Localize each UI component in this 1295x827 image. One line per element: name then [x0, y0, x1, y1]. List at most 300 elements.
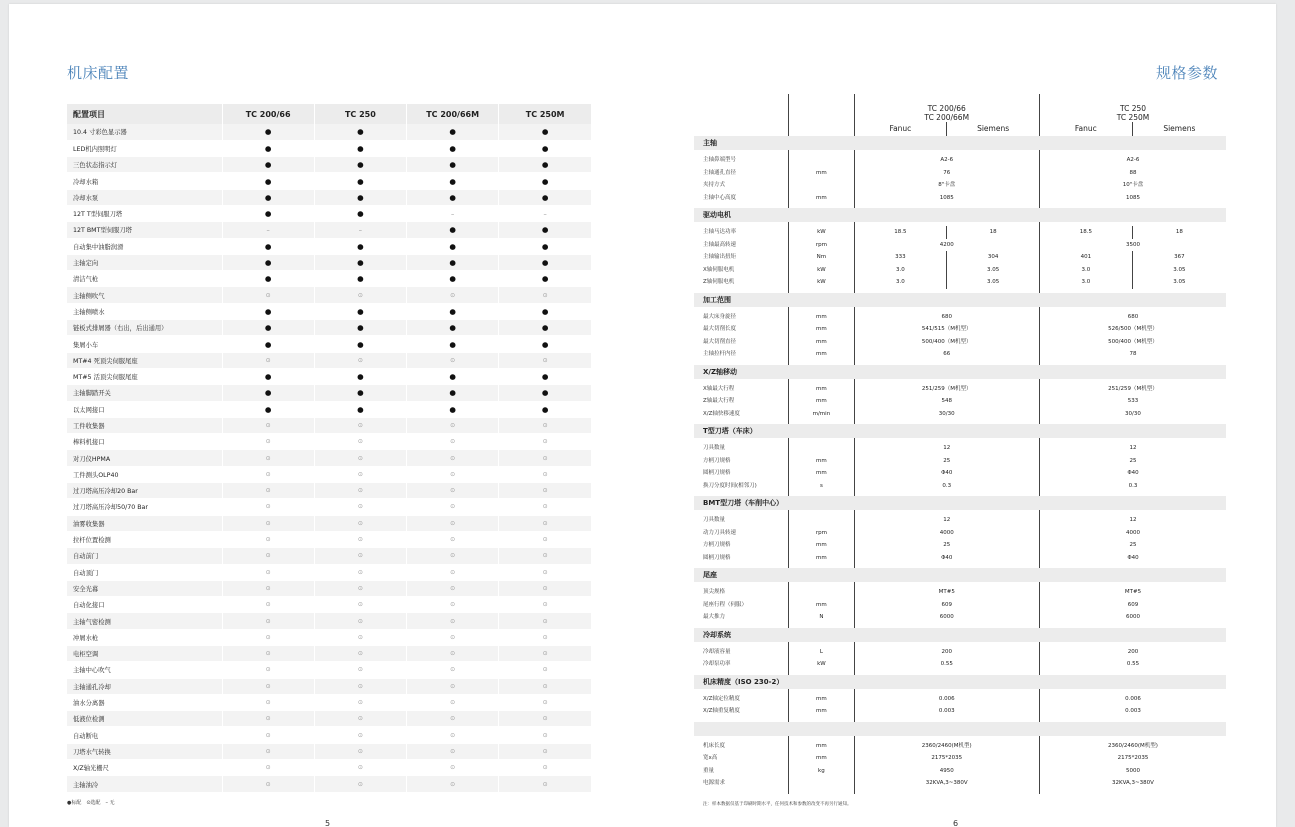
- config-mark-opt: ⊙: [499, 548, 591, 564]
- spec-unit: mm: [789, 539, 854, 552]
- config-mark-std: ●: [407, 124, 499, 140]
- spec-section-header: [694, 496, 1226, 510]
- config-mark-std: ●: [499, 124, 591, 140]
- config-mark-opt: ⊙: [314, 531, 406, 547]
- config-mark-opt: ⊙: [314, 646, 406, 662]
- spec-value-a: 4950: [854, 765, 1039, 778]
- spec-param-name: 刀具数量: [703, 517, 726, 523]
- config-mark-std: ●: [499, 303, 591, 319]
- spec-row: [694, 395, 1226, 408]
- config-mark-opt: ⊙: [314, 466, 406, 482]
- config-row: [67, 531, 591, 547]
- config-row: [67, 646, 591, 662]
- config-mark-opt: ⊙: [407, 515, 499, 531]
- spec-param-name: 换刀分度时间(相邻刀): [703, 482, 757, 489]
- spec-unit: [789, 586, 854, 599]
- config-item-name: 低液位检测: [67, 711, 222, 727]
- spec-value-a-siemens: 18: [989, 229, 997, 235]
- config-row: [67, 776, 591, 792]
- spec-unit: mm: [789, 311, 854, 324]
- spec-param-name: X/Z轴定位精度: [703, 695, 740, 702]
- config-mark-opt: ⊙: [499, 434, 591, 450]
- config-mark-opt: ⊙: [407, 499, 499, 515]
- spec-section-title: X/Z轴移动: [694, 365, 1226, 379]
- config-mark-opt: ⊙: [314, 515, 406, 531]
- config-mark-opt: ⊙: [499, 776, 591, 792]
- config-mark-std: ●: [222, 157, 314, 173]
- config-mark-opt: ⊙: [222, 483, 314, 499]
- config-mark-opt: ⊙: [314, 450, 406, 466]
- config-row: [67, 287, 591, 303]
- spec-value-b-fanuc: 3.0: [1039, 264, 1132, 277]
- spec-unit: mm: [789, 336, 854, 349]
- configuration-table: [67, 104, 591, 793]
- spec-unit: mm: [789, 467, 854, 480]
- spec-unit: mm: [789, 599, 854, 612]
- config-mark-std: ●: [314, 205, 406, 221]
- config-mark-opt: ⊙: [407, 564, 499, 580]
- config-mark-opt: ⊙: [407, 434, 499, 450]
- spec-unit: [789, 154, 854, 167]
- spec-unit: kW: [789, 226, 854, 239]
- model-a-line2: TC 200/66M: [924, 113, 970, 122]
- config-mark-std: ●: [407, 140, 499, 156]
- spec-unit: mm: [789, 552, 854, 565]
- config-mark-std: ●: [222, 320, 314, 336]
- config-mark-opt: ⊙: [222, 760, 314, 776]
- config-mark-std: ●: [407, 320, 499, 336]
- config-mark-std: ●: [407, 238, 499, 254]
- spec-row: [694, 311, 1226, 324]
- spec-param-name: 尾座行程（伺服）: [703, 601, 748, 608]
- config-mark-std: ●: [222, 303, 314, 319]
- config-mark-std: ●: [222, 205, 314, 221]
- gap-cell: [789, 790, 854, 794]
- config-mark-opt: ⊙: [222, 352, 314, 368]
- spec-unit: kW: [789, 264, 854, 277]
- spec-value-a: 2360/2460(M机型): [854, 740, 1039, 753]
- spec-section-title: 尾座: [694, 568, 1226, 582]
- spec-unit: mm: [789, 455, 854, 468]
- header-unit-blank: [789, 94, 854, 122]
- config-mark-std: ●: [314, 385, 406, 401]
- config-mark-std: ●: [407, 368, 499, 384]
- spec-value-b: 30/30: [1039, 408, 1226, 421]
- config-row: [67, 711, 591, 727]
- control-header-row: [694, 122, 1226, 136]
- config-row: [67, 157, 591, 173]
- spec-param-name: 宽x高: [703, 755, 718, 761]
- config-mark-opt: ⊙: [499, 352, 591, 368]
- config-mark-opt: ⊙: [222, 466, 314, 482]
- config-item-name: X/Z轴光栅尺: [67, 760, 222, 776]
- config-item-name: 12T BMT型伺服刀塔: [67, 222, 222, 238]
- config-row: [67, 336, 591, 352]
- config-mark-std: ●: [407, 303, 499, 319]
- config-row: [67, 140, 591, 156]
- config-mark-std: ●: [499, 320, 591, 336]
- header-tc200-66: TC 200/66: [222, 104, 314, 124]
- spec-section-title: BMT型刀塔（车削中心）: [694, 496, 1226, 510]
- spec-section-title: 驱动电机: [694, 208, 1226, 222]
- config-row: [67, 580, 591, 596]
- configuration-rows: [67, 124, 591, 792]
- spec-section-header: [694, 424, 1226, 438]
- spec-row: [694, 348, 1226, 361]
- spec-section-header: [694, 136, 1226, 150]
- spec-row: [694, 383, 1226, 396]
- config-mark-opt: ⊙: [222, 629, 314, 645]
- spec-unit: [789, 777, 854, 790]
- config-row: [67, 466, 591, 482]
- spec-value-b-siemens: 3.05: [1173, 266, 1186, 273]
- config-mark-std: ●: [314, 140, 406, 156]
- spec-value-a: 0.55: [854, 658, 1039, 671]
- spec-value-a: 251/259（M机型）: [854, 383, 1039, 396]
- config-mark-std: ●: [222, 189, 314, 205]
- config-mark-opt: ⊙: [314, 483, 406, 499]
- config-mark-opt: ⊙: [499, 613, 591, 629]
- spec-param-name: Z轴伺服电机: [703, 279, 735, 285]
- page-number-right: 6: [953, 819, 959, 827]
- spec-row: [694, 777, 1226, 790]
- spec-unit: mm: [789, 383, 854, 396]
- config-mark-opt: ⊙: [407, 694, 499, 710]
- spec-value-b: MT#5: [1039, 586, 1226, 599]
- spec-value-b: 609: [1039, 599, 1226, 612]
- spec-param-name: 冷却泵功率: [703, 661, 731, 667]
- config-mark-opt: ⊙: [222, 711, 314, 727]
- config-item-name: 主轴侧喷水: [67, 303, 222, 319]
- config-mark-opt: ⊙: [499, 515, 591, 531]
- spec-row: [694, 705, 1226, 718]
- config-mark-opt: ⊙: [314, 743, 406, 759]
- config-mark-std: ●: [407, 385, 499, 401]
- spec-param-name: 方柄刀规格: [703, 457, 731, 464]
- config-mark-std: ●: [222, 140, 314, 156]
- config-mark-opt: ⊙: [222, 776, 314, 792]
- config-mark-opt: ⊙: [407, 629, 499, 645]
- footnote: 注：样本数据仅基于印刷时期水平，任何技术和参数的改变不再另行通知。: [703, 802, 852, 807]
- spec-row: [694, 693, 1226, 706]
- config-mark-opt: ⊙: [407, 450, 499, 466]
- config-mark-std: ●: [314, 157, 406, 173]
- spec-unit: rpm: [789, 527, 854, 540]
- config-mark-opt: ⊙: [407, 646, 499, 662]
- config-mark-std: ●: [499, 189, 591, 205]
- spec-value-b: 680: [1039, 311, 1226, 324]
- spec-row: [694, 226, 1226, 239]
- config-mark-opt: ⊙: [222, 678, 314, 694]
- spec-value-b: 25: [1039, 455, 1226, 468]
- spec-param-name: 顶尖规格: [703, 589, 726, 595]
- spec-param-name: 冷却液容量: [703, 648, 731, 655]
- config-mark-opt: ⊙: [407, 417, 499, 433]
- config-mark-opt: ⊙: [407, 597, 499, 613]
- spec-param-name: 圆柄刀规格: [703, 470, 731, 476]
- config-mark-std: ●: [222, 401, 314, 417]
- legend: ●标配 ⊙选配 – 无: [67, 800, 115, 806]
- spec-value-b: Φ40: [1039, 467, 1226, 480]
- config-mark-opt: ⊙: [314, 711, 406, 727]
- spec-section-title: T型刀塔（车床）: [694, 424, 1226, 438]
- config-item-name: 过刀塔高压冷却50/70 Bar: [67, 499, 222, 515]
- model-group-a: [854, 94, 1039, 122]
- config-mark-opt: ⊙: [407, 287, 499, 303]
- config-mark-opt: ⊙: [314, 662, 406, 678]
- config-row: [67, 417, 591, 433]
- config-row: [67, 760, 591, 776]
- spec-param-name: 主轴拉杆内径: [703, 351, 737, 357]
- spec-value-b: 0.3: [1039, 480, 1226, 493]
- config-mark-none: –: [222, 222, 314, 238]
- spec-value-a: 6000: [854, 611, 1039, 624]
- spec-param-name: 最大切削长度: [703, 326, 737, 332]
- spec-row: [694, 239, 1226, 252]
- spec-value-b: 6000: [1039, 611, 1226, 624]
- spec-row: [694, 514, 1226, 527]
- spec-row: [694, 276, 1226, 289]
- brochure-spread: [9, 4, 1276, 827]
- config-mark-std: ●: [314, 124, 406, 140]
- config-mark-opt: ⊙: [499, 629, 591, 645]
- spec-value-a: 500/400（M机型）: [854, 336, 1039, 349]
- spec-row: [694, 336, 1226, 349]
- config-mark-opt: ⊙: [314, 499, 406, 515]
- config-row: [67, 483, 591, 499]
- spec-param-name: 最大推力: [703, 614, 726, 620]
- spec-value-a-fanuc: 18.5: [854, 226, 947, 239]
- config-mark-opt: ⊙: [407, 580, 499, 596]
- spec-unit: mm: [789, 740, 854, 753]
- spec-value-b: 4000: [1039, 527, 1226, 540]
- spec-value-b: 78: [1039, 348, 1226, 361]
- config-mark-opt: ⊙: [499, 597, 591, 613]
- spec-param-name: 方柄刀规格: [703, 542, 731, 548]
- spec-param-name: X/Z轴快移速度: [703, 410, 740, 417]
- config-item-name: 自动化接口: [67, 597, 222, 613]
- config-item-name: 自动顶门: [67, 564, 222, 580]
- config-mark-std: ●: [499, 157, 591, 173]
- spec-value-a: 25: [854, 539, 1039, 552]
- spec-value-b-fanuc: 401: [1039, 251, 1132, 264]
- config-item-name: 油雾收集器: [67, 515, 222, 531]
- spec-section-title: 主轴: [694, 136, 1226, 150]
- spec-unit: mm: [789, 752, 854, 765]
- config-mark-none: –: [499, 205, 591, 221]
- spec-value-b-siemens: 367: [1174, 254, 1185, 260]
- config-mark-opt: ⊙: [499, 743, 591, 759]
- spec-param-name: X/Z轴重复精度: [703, 708, 740, 714]
- spec-param-name: 主轴马达功率: [703, 229, 737, 235]
- config-mark-std: ●: [499, 401, 591, 417]
- config-row: [67, 515, 591, 531]
- config-item-name: 冲屑水枪: [67, 629, 222, 645]
- config-row: [67, 662, 591, 678]
- config-mark-opt: ⊙: [499, 483, 591, 499]
- config-mark-std: ●: [222, 254, 314, 270]
- spec-row: [694, 646, 1226, 659]
- spec-value-a: 25: [854, 455, 1039, 468]
- spec-value-b: 0.003: [1039, 705, 1226, 718]
- config-mark-std: ●: [314, 271, 406, 287]
- spec-value-a: 541/515（M机型）: [854, 323, 1039, 336]
- specification-table: [694, 94, 1226, 794]
- spec-row: [694, 251, 1226, 264]
- gap-cell: [1039, 790, 1226, 794]
- config-mark-std: ●: [222, 238, 314, 254]
- spec-param-name: 主轴通孔直径: [703, 169, 737, 176]
- config-row: [67, 173, 591, 189]
- config-mark-opt: ⊙: [407, 613, 499, 629]
- spec-row: [694, 539, 1226, 552]
- config-mark-opt: ⊙: [222, 613, 314, 629]
- spec-value-b-fanuc: 18.5: [1039, 226, 1132, 239]
- spec-unit: [789, 179, 854, 192]
- config-mark-std: ●: [407, 271, 499, 287]
- config-mark-std: ●: [499, 271, 591, 287]
- config-mark-std: ●: [499, 140, 591, 156]
- header-config-item: 配置项目: [67, 104, 222, 124]
- config-mark-opt: ⊙: [499, 662, 591, 678]
- config-row: [67, 564, 591, 580]
- left-page-title: 机床配置: [67, 64, 130, 82]
- spec-value-b: Φ40: [1039, 552, 1226, 565]
- spec-value-b: 0.55: [1039, 658, 1226, 671]
- spec-unit: m/min: [789, 408, 854, 421]
- spec-row: [694, 552, 1226, 565]
- spec-value-b: 200: [1039, 646, 1226, 659]
- config-mark-opt: ⊙: [499, 466, 591, 482]
- spec-section-blank: [694, 722, 1226, 736]
- spec-param-name: 主轴输出扭矩: [703, 254, 737, 260]
- config-item-name: 12T T型伺服刀塔: [67, 205, 222, 221]
- gap-cell: [854, 790, 1039, 794]
- config-mark-opt: ⊙: [222, 434, 314, 450]
- config-mark-none: –: [314, 222, 406, 238]
- spec-unit: s: [789, 480, 854, 493]
- config-row: [67, 368, 591, 384]
- spec-value-a-fanuc: 3.0: [854, 264, 947, 277]
- config-row: [67, 189, 591, 205]
- config-mark-std: ●: [222, 368, 314, 384]
- model-header-row: [694, 94, 1226, 122]
- config-row: [67, 434, 591, 450]
- config-mark-opt: ⊙: [222, 646, 314, 662]
- config-row: [67, 271, 591, 287]
- config-item-name: 电柜空调: [67, 646, 222, 662]
- spec-param-name: 重量: [703, 767, 715, 774]
- spec-unit: rpm: [789, 239, 854, 252]
- spec-param-name: 夹持方式: [703, 182, 726, 188]
- config-mark-std: ●: [407, 254, 499, 270]
- config-item-name: 自动集中油脂润滑: [67, 238, 222, 254]
- spec-value-b: 88: [1039, 167, 1226, 180]
- config-mark-opt: ⊙: [314, 694, 406, 710]
- config-row: [67, 694, 591, 710]
- config-mark-opt: ⊙: [314, 352, 406, 368]
- config-mark-std: ●: [407, 336, 499, 352]
- spec-section-header: [694, 675, 1226, 689]
- config-item-name: 自动前门: [67, 548, 222, 564]
- spec-row: [694, 467, 1226, 480]
- config-row: [67, 401, 591, 417]
- spec-section-header: [694, 365, 1226, 379]
- config-mark-opt: ⊙: [314, 727, 406, 743]
- config-mark-opt: ⊙: [222, 515, 314, 531]
- config-mark-opt: ⊙: [314, 613, 406, 629]
- spec-unit: kg: [789, 765, 854, 778]
- spec-row: [694, 765, 1226, 778]
- spec-value-a: 0.003: [854, 705, 1039, 718]
- config-mark-opt: ⊙: [407, 466, 499, 482]
- spec-row: [694, 586, 1226, 599]
- spec-value-a: 76: [854, 167, 1039, 180]
- config-mark-std: ●: [314, 238, 406, 254]
- config-mark-std: ●: [407, 401, 499, 417]
- spec-unit: mm: [789, 323, 854, 336]
- spec-value-a: 609: [854, 599, 1039, 612]
- config-item-name: 刀塔水气转换: [67, 743, 222, 759]
- spec-row: [694, 740, 1226, 753]
- spec-value-a-fanuc: 333: [854, 251, 947, 264]
- spec-value-b: 526/500（M机型）: [1039, 323, 1226, 336]
- spec-unit: mm: [789, 192, 854, 205]
- spec-row: [694, 599, 1226, 612]
- spec-value-b: 500/400（M机型）: [1039, 336, 1226, 349]
- config-mark-std: ●: [314, 254, 406, 270]
- config-mark-opt: ⊙: [407, 678, 499, 694]
- config-mark-opt: ⊙: [314, 629, 406, 645]
- spec-value-a-siemens: 3.05: [986, 266, 1000, 273]
- config-mark-std: ●: [222, 173, 314, 189]
- config-item-name: 冷却水箱: [67, 173, 222, 189]
- config-item-name: 三色状态指示灯: [67, 157, 222, 173]
- config-row: [67, 124, 591, 140]
- config-row: [67, 205, 591, 221]
- config-mark-std: ●: [314, 336, 406, 352]
- config-mark-std: ●: [314, 303, 406, 319]
- config-item-name: 清洁气枪: [67, 271, 222, 287]
- spec-section-blank-cell: [694, 722, 1226, 736]
- config-item-name: 工件收集器: [67, 417, 222, 433]
- spec-row: [694, 154, 1226, 167]
- spec-value-b: 2175*2035: [1039, 752, 1226, 765]
- spec-value-a-siemens: 3.05: [986, 279, 1000, 285]
- spec-row: [694, 167, 1226, 180]
- config-mark-std: ●: [407, 189, 499, 205]
- spec-row: [694, 408, 1226, 421]
- config-mark-std: ●: [222, 336, 314, 352]
- config-mark-opt: ⊙: [499, 564, 591, 580]
- config-mark-std: ●: [499, 222, 591, 238]
- spec-row: [694, 442, 1226, 455]
- config-item-name: 自动断电: [67, 727, 222, 743]
- spec-value-b: 251/259（M机型）: [1039, 383, 1226, 396]
- config-mark-opt: ⊙: [314, 564, 406, 580]
- spec-value-a: 0.3: [854, 480, 1039, 493]
- config-item-name: 油水分离器: [67, 694, 222, 710]
- config-item-name: MT#5 活顶尖伺服尾座: [67, 368, 222, 384]
- config-item-name: 工件测头OLP40: [67, 466, 222, 482]
- spec-row: [694, 264, 1226, 277]
- config-mark-opt: ⊙: [499, 499, 591, 515]
- spec-gap: [694, 790, 1226, 794]
- config-mark-std: ●: [499, 238, 591, 254]
- spec-row: [694, 455, 1226, 468]
- gap-cell: [694, 790, 789, 794]
- config-item-name: 主轴气密检测: [67, 613, 222, 629]
